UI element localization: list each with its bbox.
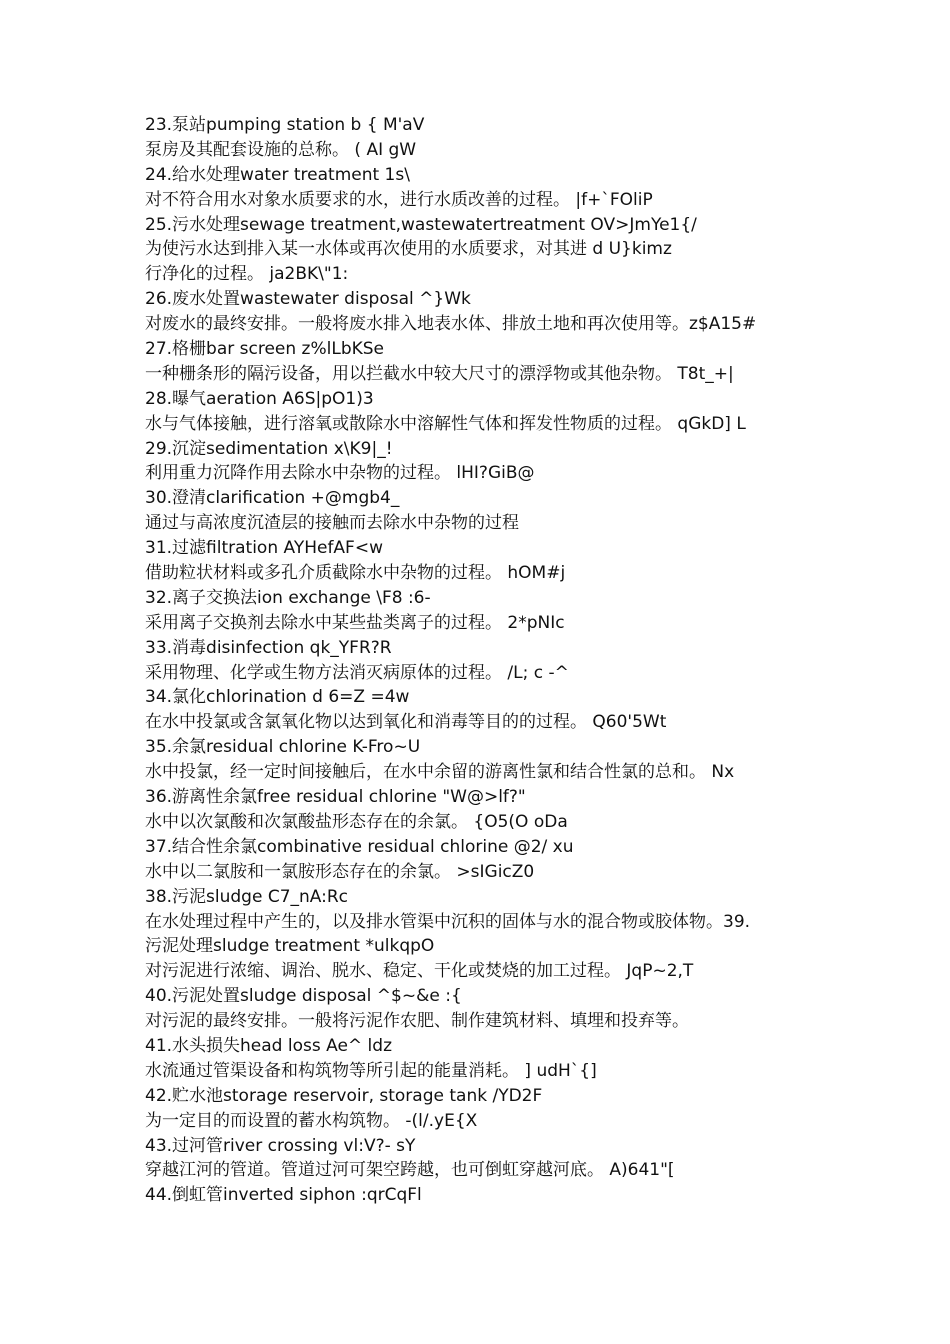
term-heading: 32.离子交换法ion exchange \F8 :6- xyxy=(145,587,431,608)
term-definition: 采用物理、化学或生物方法消灭病原体的过程。 /L; c -^ xyxy=(145,662,569,683)
term-definition: 水中投氯，经一定时间接触后，在水中余留的游离性氯和结合性氯的总和。 Nx xyxy=(145,762,735,783)
term-definition: 穿越江河的管道。管道过河可架空跨越，也可倒虹穿越河底。 A)641"[ xyxy=(145,1160,675,1181)
term-heading: 40.污泥处置sludge disposal ^$~&e :{ xyxy=(145,986,462,1007)
term-heading: 31.过滤filtration AYHefAF<w xyxy=(145,538,383,559)
term-definition: 泵房及其配套设施的总称。 ( AI gW xyxy=(145,139,417,160)
term-definition: 为一定目的而设置的蓄水构筑物。 -(l/.yE{X xyxy=(145,1110,478,1131)
term-heading: 27.格栅bar screen z%lLbKSe xyxy=(145,339,385,360)
term-definition: 水流通过管渠设备和构筑物等所引起的能量消耗。 ] udH`{] xyxy=(145,1060,597,1081)
term-heading: 43.过河管river crossing vl:V?- sY xyxy=(145,1135,416,1156)
term-heading: 23.泵站pumping station b { M'aV xyxy=(145,115,425,135)
term-definition: 通过与高浓度沉渣层的接触而去除水中杂物的过程 xyxy=(145,513,519,534)
term-definition: 对污泥的最终安排。一般将污泥作农肥、制作建筑材料、填埋和投弃等。 xyxy=(145,1011,689,1032)
term-definition: 在水处理过程中产生的，以及排水管渠中沉积的固体与水的混合物或胶体物。39. xyxy=(145,911,751,932)
term-heading: 34.氯化chlorination d 6=Z =4w xyxy=(145,687,410,708)
term-definition: 对不符合用水对象水质要求的水，进行水质改善的过程。 |f+`FOliP xyxy=(145,189,653,210)
term-definition: 借助粒状材料或多孔介质截除水中杂物的过程。 hOM#j xyxy=(145,563,566,584)
term-heading: 24.给水处理water treatment 1s\ xyxy=(145,164,410,185)
term-definition: 利用重力沉降作用去除水中杂物的过程。 lHI?GiB@ xyxy=(145,463,535,484)
term-heading: 26.废水处置wastewater disposal ^}Wk xyxy=(145,289,471,310)
term-heading: 36.游离性余氯free residual chlorine "W@>lf?" xyxy=(145,787,526,808)
term-definition: 水与气体接触，进行溶氧或散除水中溶解性气体和挥发性物质的过程。 qGkD] L xyxy=(145,413,746,434)
document-body xyxy=(145,113,825,1208)
term-heading: 38.污泥sludge C7_nA:Rc xyxy=(145,886,349,907)
term-definition: 为使污水达到排入某一水体或再次使用的水质要求，对其进 d U}kimz xyxy=(145,239,672,260)
term-heading: 35.余氯residual chlorine K-Fro~U xyxy=(145,737,421,758)
term-heading: 41.水头损失head loss Ae^ ldz xyxy=(145,1035,392,1056)
term-heading: 25.污水处理sewage treatment,wastewatertreatment OV>JmYe1{/ xyxy=(145,214,697,235)
term-heading: 42.贮水池storage reservoir, storage tank /YD2F xyxy=(145,1085,543,1106)
term-definition: 水中以次氯酸和次氯酸盐形态存在的余氯。 {O5(O oDa xyxy=(145,811,568,832)
term-heading: 33.消毒disinfection qk_YFR?R xyxy=(145,637,392,658)
term-heading: 29.沉淀sedimentation x\K9|_! xyxy=(145,438,393,459)
term-heading: 30.澄清clarification +@mgb4_ xyxy=(145,488,400,509)
term-definition: 对废水的最终安排。一般将废水排入地表水体、排放土地和再次使用等。z$A15# xyxy=(145,314,757,335)
term-definition: 水中以二氯胺和一氯胺形态存在的余氯。 >sIGicZ0 xyxy=(145,861,535,882)
term-definition: 对污泥进行浓缩、调治、脱水、稳定、干化或焚烧的加工过程。 JqP~2,T xyxy=(145,961,694,982)
term-definition: 在水中投氯或含氯氧化物以达到氧化和消毒等目的的过程。 Q60'5Wt xyxy=(145,712,667,733)
term-definition: 一种栅条形的隔污设备，用以拦截水中较大尺寸的漂浮物或其他杂物。 T8t_+| xyxy=(145,363,734,384)
term-heading: 28.曝气aeration A6S|pO1)3 xyxy=(145,388,374,409)
term-heading: 37.结合性余氯combinative residual chlorine @2/ xu xyxy=(145,836,574,857)
term-heading: 44.倒虹管inverted siphon :qrCqFl xyxy=(145,1185,422,1206)
term-definition: 采用离子交换剂去除水中某些盐类离子的过程。 2*pNIc xyxy=(145,612,565,633)
term-heading: 污泥处理sludge treatment *ulkqpO xyxy=(145,936,435,957)
term-definition: 行净化的过程。 ja2BK\"1: xyxy=(145,264,349,285)
